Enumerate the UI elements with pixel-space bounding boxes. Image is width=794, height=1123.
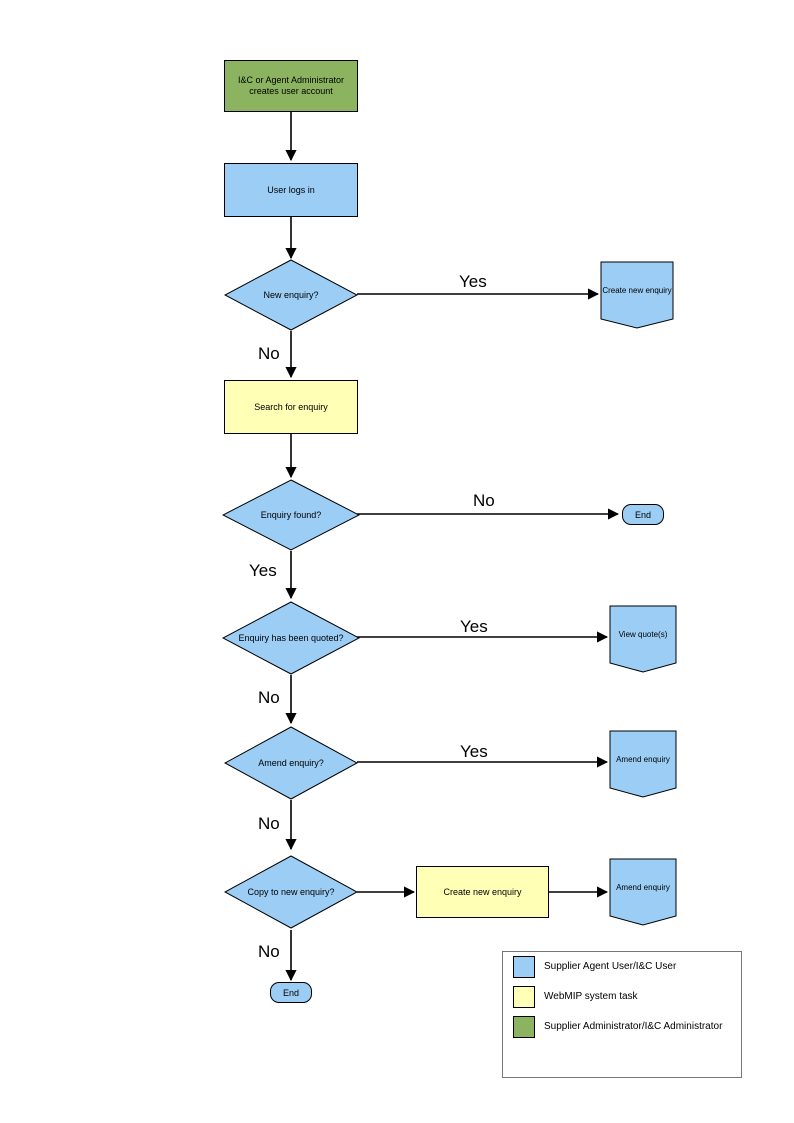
node-enquiry-found-decision[interactable] (222, 479, 360, 551)
node-create-new-enquiry-task[interactable] (416, 866, 549, 918)
legend-label: WebMIP system task (544, 991, 638, 1002)
node-label: I&C or Agent Administrator creates user account (237, 75, 345, 96)
node-amend-enquiry-document-1[interactable] (609, 730, 677, 798)
node-label: Create new enquiry (443, 886, 522, 897)
edge-label-amend-enquiry-yes: Yes (460, 742, 488, 761)
node-label: End (634, 509, 651, 520)
node-amend-enquiry-decision[interactable] (224, 726, 358, 800)
node-end-1[interactable] (622, 504, 664, 525)
legend-swatch-webmip-system-task (513, 986, 535, 1008)
node-create-user-account[interactable] (224, 60, 358, 112)
node-label: Amend enquiry (616, 755, 670, 764)
legend-item (503, 982, 741, 1012)
node-label: New enquiry? (263, 289, 319, 300)
legend-swatch-supplier-agent-user (513, 956, 535, 978)
legend-swatch-supplier-administrator (513, 1016, 535, 1038)
node-copy-to-new-enquiry-decision[interactable] (224, 855, 358, 929)
node-label: View quote(s) (618, 630, 668, 639)
legend-item (503, 952, 741, 982)
edge-label-enquiry-found-yes: Yes (249, 561, 277, 580)
node-end-2[interactable] (270, 982, 312, 1003)
legend (502, 951, 742, 1078)
node-create-new-enquiry-document[interactable] (600, 261, 674, 329)
edge-label-new-enquiry-yes: Yes (459, 272, 487, 291)
node-amend-enquiry-document-2[interactable] (609, 858, 677, 926)
node-new-enquiry-decision[interactable] (224, 259, 358, 331)
node-label: Amend enquiry? (258, 757, 324, 768)
node-enquiry-quoted-decision[interactable] (222, 601, 360, 675)
edge-label-copy-to-new-enquiry-no: No (258, 942, 280, 961)
legend-label: Supplier Administrator/I&C Administrator (544, 1021, 723, 1032)
edge-label-amend-enquiry-no: No (258, 814, 280, 833)
edge-label-enquiry-quoted-no: No (258, 688, 280, 707)
node-label: User logs in (267, 184, 315, 195)
edge-label-enquiry-found-no: No (473, 491, 495, 510)
node-user-logs-in[interactable] (224, 163, 358, 217)
node-label: Search for enquiry (254, 401, 328, 412)
node-label: Amend enquiry (616, 883, 670, 892)
node-view-quotes-document[interactable] (609, 605, 677, 673)
node-search-for-enquiry[interactable] (224, 380, 358, 434)
node-label: Enquiry found? (260, 509, 322, 520)
node-label: Copy to new enquiry? (247, 886, 335, 897)
edge-label-enquiry-quoted-yes: Yes (460, 617, 488, 636)
legend-label: Supplier Agent User/I&C User (544, 961, 677, 972)
node-label: Create new enquiry (602, 286, 672, 295)
legend-item (503, 1012, 741, 1042)
node-label: Enquiry has been quoted? (238, 632, 344, 643)
edge-label-new-enquiry-no: No (258, 344, 280, 363)
node-label: End (282, 987, 299, 998)
